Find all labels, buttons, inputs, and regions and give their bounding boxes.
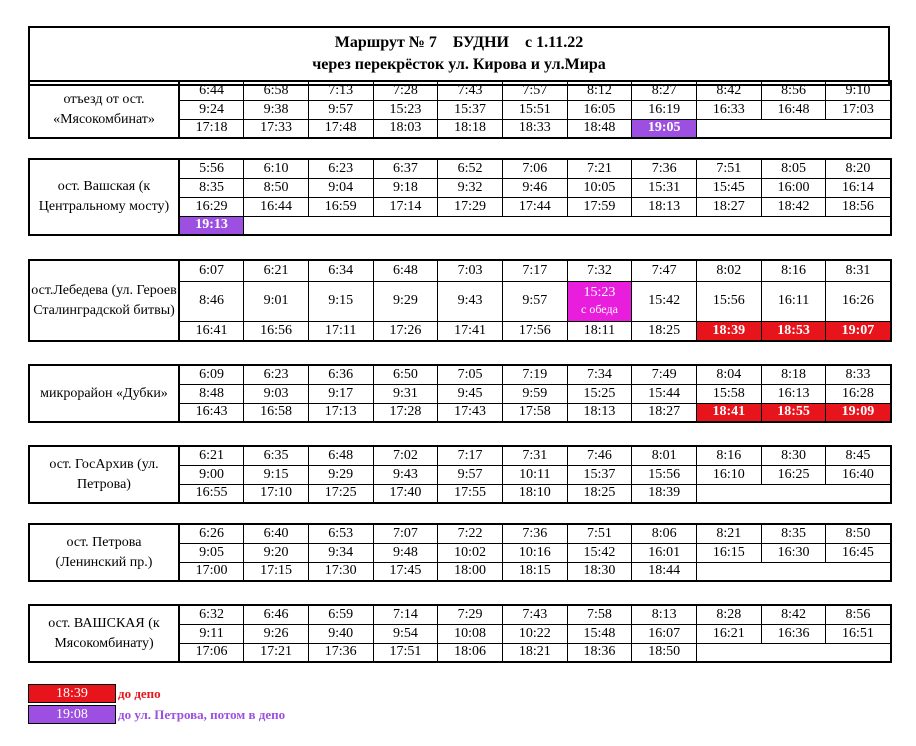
legend-depot-text: до депо [118,686,161,701]
time-row [29,260,891,281]
departure-time: 9:24 [179,100,244,119]
departure-time: 7:43 [502,605,567,624]
departure-time: 7:14 [373,605,438,624]
departure-time: 8:06 [632,524,697,543]
departure-time: 8:56 [761,81,826,100]
departure-time: 9:59 [502,384,567,403]
departure-time: 18:25 [632,321,697,341]
departure-time: 9:40 [308,624,373,643]
time-row [29,81,891,100]
departure-time: 16:30 [761,543,826,562]
after-lunch-note: с обеда [581,302,618,316]
departure-time: 6:23 [244,365,309,384]
departure-time: 8:56 [826,605,891,624]
departure-time: 9:17 [308,384,373,403]
departure-time: 10:05 [567,178,632,197]
empty-cell [632,216,697,235]
departure-time: 6:26 [179,524,244,543]
departure-time: 9:20 [244,543,309,562]
departure-time: 6:50 [373,365,438,384]
departure-time: 15:37 [567,465,632,484]
departure-time: 15:37 [438,100,503,119]
departure-time: 6:59 [308,605,373,624]
departure-time: 7:28 [373,81,438,100]
legend-petrova-text: до ул. Петрова, потом в депо [118,707,286,722]
stop-block [28,523,892,582]
departure-time: 18:27 [632,403,697,422]
empty-cell [697,484,762,503]
stop-name: ост. Петрова (Ленинский пр.) [29,524,179,581]
departure-time: 7:36 [502,524,567,543]
departure-time: 6:07 [179,260,244,281]
departure-time: 17:21 [244,643,309,662]
departure-time: 8:16 [697,446,762,465]
stop-name: ост. ВАШСКАЯ (к Мясокомбинату) [29,605,179,662]
departure-time: 9:46 [502,178,567,197]
departure-time: 18:00 [438,562,503,581]
departure-time: 7:51 [567,524,632,543]
stop-block [28,445,892,504]
departure-time: 7:46 [567,446,632,465]
departure-time: 17:40 [373,484,438,503]
departure-time: 17:48 [308,119,373,138]
departure-time: 18:39 [697,321,762,341]
departure-time: 19:13 [179,216,244,235]
empty-cell [761,484,826,503]
departure-time: 7:47 [632,260,697,281]
departure-time: 8:35 [761,524,826,543]
departure-time: 18:50 [632,643,697,662]
departure-time: 8:33 [826,365,891,384]
departure-time: 19:07 [826,321,891,341]
departure-time: 18:18 [438,119,503,138]
departure-time: 18:55 [761,403,826,422]
departure-time: 16:56 [244,321,309,341]
departure-time: 8:42 [697,81,762,100]
departure-time: 19:05 [632,119,697,138]
departure-time: 17:18 [179,119,244,138]
departure-time: 9:43 [373,465,438,484]
departure-time: 8:28 [697,605,762,624]
departure-time: 7:13 [308,81,373,100]
departure-time: 16:41 [179,321,244,341]
empty-cell [373,216,438,235]
departure-time: 6:32 [179,605,244,624]
departure-time: 17:56 [502,321,567,341]
departure-time: 8:30 [761,446,826,465]
departure-time: 7:51 [697,159,762,178]
departure-time: 7:17 [502,260,567,281]
departure-time: 16:25 [761,465,826,484]
departure-time: 6:21 [179,446,244,465]
departure-time: 7:21 [567,159,632,178]
departure-time: 8:48 [179,384,244,403]
departure-time: 16:51 [826,624,891,643]
departure-time: 15:51 [502,100,567,119]
departure-time: 7:17 [438,446,503,465]
empty-cell [761,562,826,581]
departure-time: 8:31 [826,260,891,281]
departure-time: 16:14 [826,178,891,197]
departure-time: 17:25 [308,484,373,503]
departure-time: 15:56 [697,281,762,321]
departure-time: 16:05 [567,100,632,119]
departure-time: 10:22 [502,624,567,643]
departure-time: 6:21 [244,260,309,281]
departure-time: 15:23 с обеда [567,281,632,321]
departure-time: 9:48 [373,543,438,562]
empty-cell [826,119,891,138]
departure-time: 10:11 [502,465,567,484]
departure-time: 18:13 [632,197,697,216]
departure-time: 18:36 [567,643,632,662]
empty-cell [826,216,891,235]
departure-time: 9:15 [308,281,373,321]
departure-time: 18:53 [761,321,826,341]
departure-time: 7:05 [438,365,503,384]
departure-time: 7:31 [502,446,567,465]
departure-time: 8:45 [826,446,891,465]
departure-time: 16:59 [308,197,373,216]
empty-cell [697,562,762,581]
departure-time: 8:01 [632,446,697,465]
departure-time: 6:37 [373,159,438,178]
departure-time: 17:29 [438,197,503,216]
departure-time: 16:15 [697,543,762,562]
departure-time: 16:00 [761,178,826,197]
departure-time: 8:04 [697,365,762,384]
departure-time: 9:15 [244,465,309,484]
empty-cell [697,216,762,235]
departure-time: 16:01 [632,543,697,562]
empty-cell [826,484,891,503]
stop-block [28,158,892,236]
departure-time: 9:01 [244,281,309,321]
stop-name: ост. ГосАрхив (ул. Петрова) [29,446,179,503]
departure-time: 18:27 [697,197,762,216]
time-row [29,159,891,178]
departure-time: 6:46 [244,605,309,624]
empty-cell [502,216,567,235]
departure-time: 18:25 [567,484,632,503]
departure-time: 18:44 [632,562,697,581]
empty-cell [567,216,632,235]
departure-time: 7:43 [438,81,503,100]
departure-time: 17:58 [502,403,567,422]
departure-time: 6:48 [308,446,373,465]
stop-name: отъезд от ост. «Мясокомбинат» [29,81,179,138]
legend-petrova-swatch: 19:08 [28,705,116,724]
departure-time: 9:05 [179,543,244,562]
departure-time: 18:33 [502,119,567,138]
departure-time: 17:44 [502,197,567,216]
departure-time: 9:45 [438,384,503,403]
title-line-via: через перекрёсток ул. Кирова и ул.Мира [312,56,606,73]
departure-time: 16:13 [761,384,826,403]
departure-time: 7:22 [438,524,503,543]
departure-time: 15:42 [567,543,632,562]
departure-time: 16:07 [632,624,697,643]
departure-time: 17:45 [373,562,438,581]
departure-time: 8:46 [179,281,244,321]
departure-time: 15:45 [697,178,762,197]
stop-block [28,80,892,139]
departure-time: 9:57 [308,100,373,119]
departure-time: 15:23 [373,100,438,119]
departure-time: 6:52 [438,159,503,178]
departure-time: 9:10 [826,81,891,100]
departure-time: 9:31 [373,384,438,403]
departure-time: 8:20 [826,159,891,178]
departure-time: 8:18 [761,365,826,384]
empty-cell [761,643,826,662]
departure-time: 17:10 [244,484,309,503]
departure-time: 18:15 [502,562,567,581]
departure-time: 17:15 [244,562,309,581]
departure-time: 17:14 [373,197,438,216]
departure-time: 8:05 [761,159,826,178]
departure-time: 6:53 [308,524,373,543]
departure-time: 17:26 [373,321,438,341]
empty-cell [826,562,891,581]
departure-time: 8:50 [826,524,891,543]
departure-time: 16:48 [761,100,826,119]
stop-block [28,259,892,342]
departure-time: 16:44 [244,197,309,216]
departure-time: 17:00 [179,562,244,581]
time-row [29,446,891,465]
departure-time: 7:03 [438,260,503,281]
departure-time: 16:33 [697,100,762,119]
departure-time: 9:57 [502,281,567,321]
departure-time: 9:18 [373,178,438,197]
departure-time: 6:34 [308,260,373,281]
departure-time: 17:33 [244,119,309,138]
departure-time: 10:02 [438,543,503,562]
departure-time: 18:06 [438,643,503,662]
stop-name: ост. Вашская (к Центральному мосту) [29,159,179,235]
departure-time: 17:41 [438,321,503,341]
departure-time: 15:48 [567,624,632,643]
departure-time: 16:28 [826,384,891,403]
departure-time: 18:39 [632,484,697,503]
departure-time: 18:56 [826,197,891,216]
schedule-title [28,26,890,86]
departure-time: 9:29 [373,281,438,321]
departure-time: 17:43 [438,403,503,422]
empty-cell [761,216,826,235]
empty-cell [826,643,891,662]
departure-time: 15:56 [632,465,697,484]
departure-time: 16:21 [697,624,762,643]
departure-time: 18:48 [567,119,632,138]
departure-time: 10:16 [502,543,567,562]
departure-time: 18:42 [761,197,826,216]
departure-time: 17:06 [179,643,244,662]
departure-time: 7:06 [502,159,567,178]
departure-time: 7:32 [567,260,632,281]
departure-time: 15:44 [632,384,697,403]
departure-time: 8:02 [697,260,762,281]
departure-time: 15:58 [697,384,762,403]
time-row [29,365,891,384]
departure-time: 16:40 [826,465,891,484]
time-row [29,605,891,624]
departure-time: 7:29 [438,605,503,624]
departure-time: 6:58 [244,81,309,100]
departure-time: 18:30 [567,562,632,581]
departure-time: 16:58 [244,403,309,422]
departure-time: 9:34 [308,543,373,562]
departure-time: 6:23 [308,159,373,178]
departure-time: 8:35 [179,178,244,197]
empty-cell [761,119,826,138]
stop-block [28,364,892,423]
departure-time: 17:11 [308,321,373,341]
empty-cell [308,216,373,235]
departure-time: 16:26 [826,281,891,321]
departure-time: 7:49 [632,365,697,384]
stop-block [28,604,892,663]
departure-time: 16:19 [632,100,697,119]
departure-time: 17:13 [308,403,373,422]
departure-time: 16:45 [826,543,891,562]
departure-time: 18:03 [373,119,438,138]
departure-time: 18:21 [502,643,567,662]
departure-time: 7:34 [567,365,632,384]
legend-depot-swatch: 18:39 [28,684,116,703]
departure-time: 17:36 [308,643,373,662]
departure-time: 17:28 [373,403,438,422]
departure-time: 9:26 [244,624,309,643]
departure-time: 9:03 [244,384,309,403]
departure-time: 16:10 [697,465,762,484]
departure-time: 7:07 [373,524,438,543]
departure-time: 9:32 [438,178,503,197]
departure-time: 18:41 [697,403,762,422]
departure-time: 9:43 [438,281,503,321]
departure-time: 18:13 [567,403,632,422]
stop-name: микрорайон «Дубки» [29,365,179,422]
departure-time: 9:57 [438,465,503,484]
departure-time: 8:12 [567,81,632,100]
departure-time: 19:09 [826,403,891,422]
departure-time: 16:11 [761,281,826,321]
departure-time: 18:10 [502,484,567,503]
departure-time: 16:36 [761,624,826,643]
departure-time: 18:11 [567,321,632,341]
departure-time: 9:04 [308,178,373,197]
departure-time: 9:29 [308,465,373,484]
departure-time: 9:38 [244,100,309,119]
departure-time: 17:51 [373,643,438,662]
empty-cell [697,119,762,138]
departure-time: 8:50 [244,178,309,197]
departure-time: 17:30 [308,562,373,581]
departure-time: 7:57 [502,81,567,100]
departure-time: 5:56 [179,159,244,178]
time-row [29,524,891,543]
departure-time: 7:19 [502,365,567,384]
departure-time: 8:42 [761,605,826,624]
stop-name: ост.Лебедева (ул. Героев Сталинградской битвы) [29,260,179,341]
empty-cell [697,643,762,662]
departure-time: 9:00 [179,465,244,484]
departure-time: 10:08 [438,624,503,643]
departure-time: 17:59 [567,197,632,216]
departure-time: 8:16 [761,260,826,281]
departure-time: 16:55 [179,484,244,503]
departure-time: 6:10 [244,159,309,178]
departure-time: 6:09 [179,365,244,384]
departure-time: 16:43 [179,403,244,422]
departure-time: 8:27 [632,81,697,100]
departure-time: 15:31 [632,178,697,197]
departure-time: 7:36 [632,159,697,178]
departure-time: 8:13 [632,605,697,624]
departure-time: 7:02 [373,446,438,465]
departure-time: 16:29 [179,197,244,216]
departure-time: 8:21 [697,524,762,543]
departure-time: 15:42 [632,281,697,321]
departure-time: 17:55 [438,484,503,503]
departure-time: 15:25 [567,384,632,403]
empty-cell [438,216,503,235]
title-line-route: Маршрут № 7 БУДНИ с 1.11.22 [334,34,584,51]
empty-cell [244,216,309,235]
departure-time: 6:48 [373,260,438,281]
departure-time: 9:11 [179,624,244,643]
departure-time: 6:40 [244,524,309,543]
departure-time: 17:03 [826,100,891,119]
departure-time: 6:35 [244,446,309,465]
departure-time: 7:58 [567,605,632,624]
departure-time: 9:54 [373,624,438,643]
departure-time: 6:36 [308,365,373,384]
departure-time: 6:44 [179,81,244,100]
